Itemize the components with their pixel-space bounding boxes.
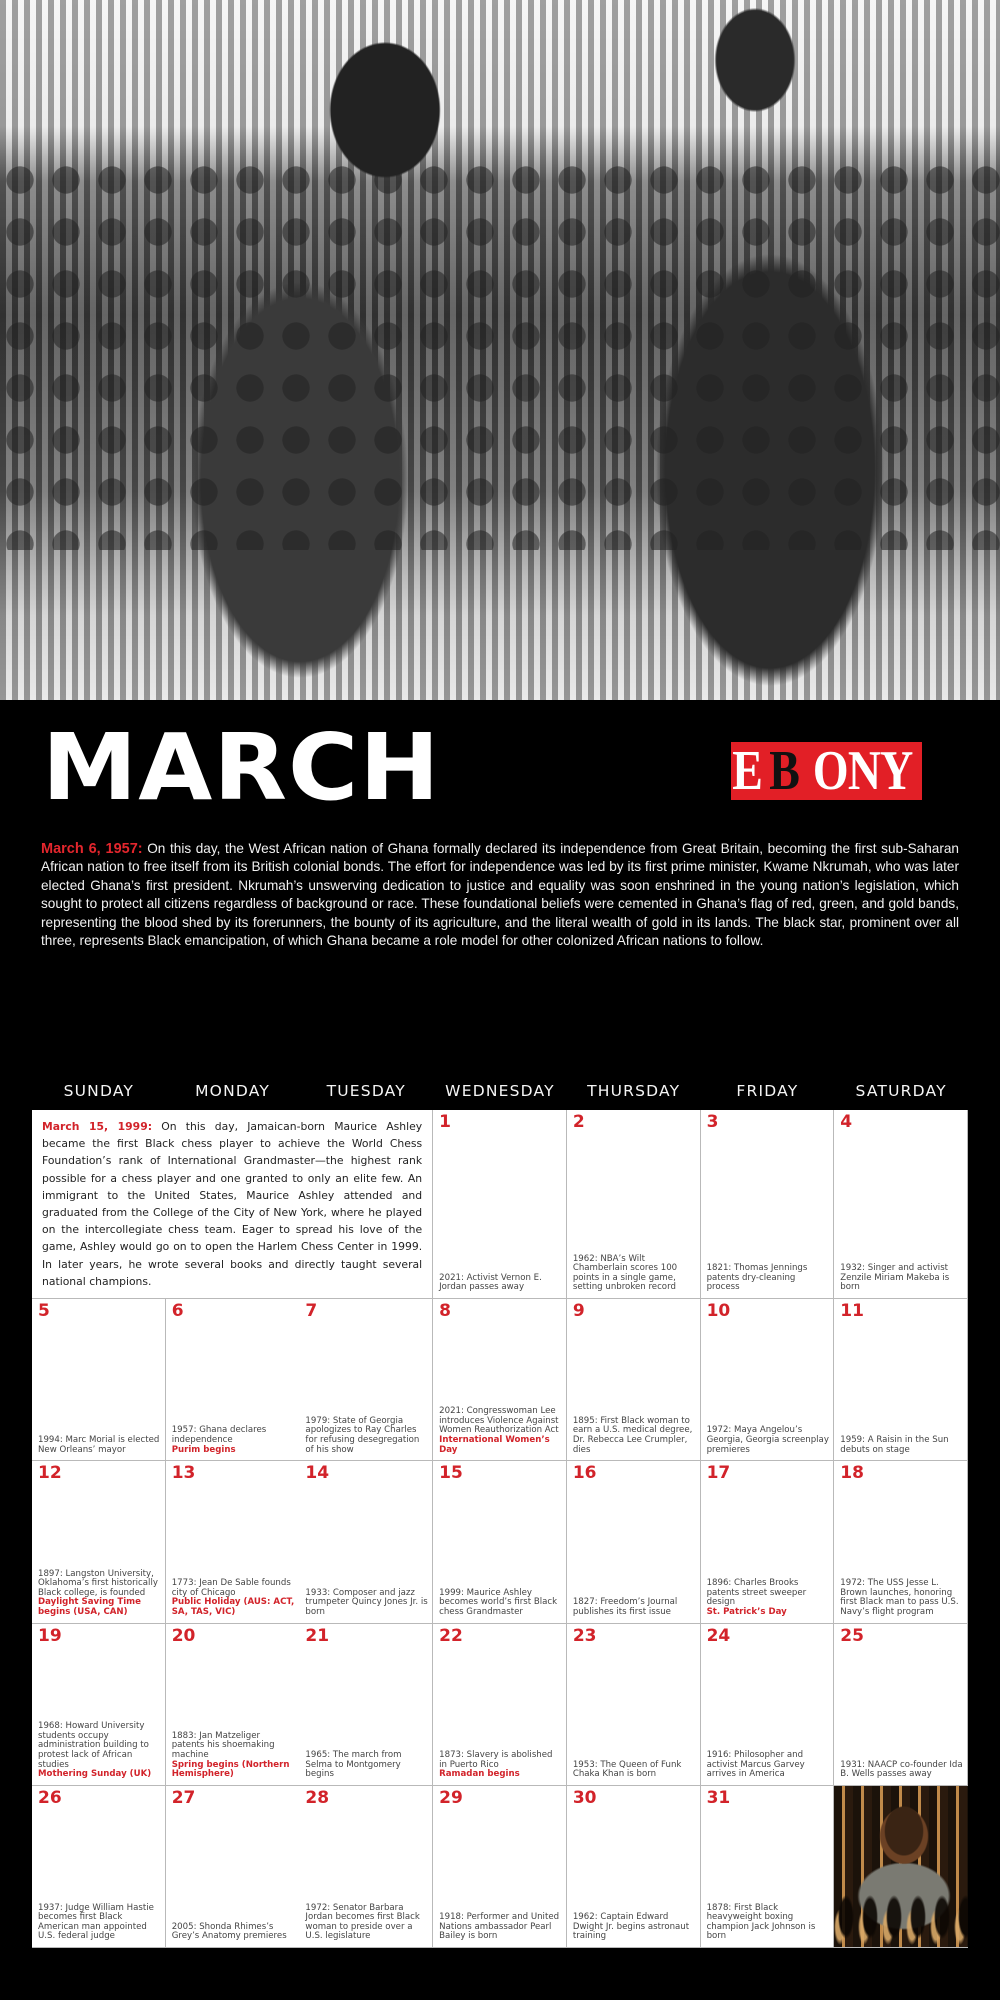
day-cell-12[interactable]	[32, 1461, 166, 1623]
day-number: 14	[305, 1463, 330, 1484]
intro-date: March 15, 1999:	[42, 1120, 153, 1133]
weekday-thursday: THURSDAY	[587, 1082, 681, 1100]
holiday-label: Ramadan begins	[439, 1769, 520, 1780]
day-events	[573, 1761, 696, 1780]
day-events	[707, 1426, 830, 1455]
day-events	[172, 1923, 296, 1942]
day-number: 26	[38, 1787, 62, 1808]
feature-date: March 6, 1957:	[41, 841, 143, 857]
day-events	[38, 1904, 161, 1942]
day-cell-20[interactable]	[166, 1624, 300, 1786]
event-text: 1883: Jan Matzeliger patents his shoemaking machine	[171, 1730, 275, 1760]
day-number: 17	[706, 1463, 731, 1484]
event-text: 1972: The USS Jesse L. Brown launches, honoring first Black man to pass U.S. Navy’s flight program	[840, 1578, 959, 1617]
day-events	[840, 1579, 963, 1617]
day-events	[439, 1407, 562, 1455]
day-events	[840, 1264, 963, 1293]
event-text: 1957: Ghana declares independence	[171, 1425, 267, 1446]
event-text: 1979: State of Georgia apologizes to Ray Charles for refusing desegregation of his show	[305, 1415, 420, 1455]
event-text: 1937: Judge William Hastie becomes first Black American man appointed U.S. federal judge	[38, 1902, 154, 1942]
event-text: 1962: Captain Edward Dwight Jr. begins astronaut training	[572, 1912, 690, 1942]
logo-letters-ony: ONY	[813, 740, 913, 802]
day-cell-17[interactable]	[701, 1461, 835, 1623]
day-cell-1[interactable]	[433, 1110, 567, 1299]
event-text: 1999: Maurice Ashley becomes world’s first Black chess Grandmaster	[439, 1587, 558, 1617]
weekday-sunday: SUNDAY	[63, 1082, 135, 1100]
feature-paragraph	[41, 840, 959, 950]
day-events	[573, 1255, 696, 1293]
day-number: 23	[572, 1625, 597, 1646]
day-events	[707, 1579, 830, 1617]
day-cell-3[interactable]	[701, 1110, 835, 1299]
day-number: 19	[38, 1625, 62, 1646]
event-text: 1918: Performer and United Nations ambassador Pearl Bailey is born	[439, 1912, 560, 1942]
day-cell-21[interactable]	[299, 1624, 433, 1786]
day-cell-13[interactable]	[166, 1461, 300, 1623]
day-events	[707, 1904, 830, 1942]
event-text: 1962: NBA’s Wilt Chamberlain scores 100 points in a single game, setting unbroken record	[572, 1253, 678, 1293]
day-events	[172, 1732, 296, 1780]
ebony-logo	[731, 742, 922, 800]
logo-letter-e: E	[732, 740, 763, 802]
day-number: 24	[706, 1625, 731, 1646]
day-cell-5[interactable]	[32, 1299, 166, 1461]
holiday-label: International Women’s Day	[439, 1435, 550, 1455]
day-cell-2[interactable]	[567, 1110, 701, 1299]
day-cell-25[interactable]	[834, 1624, 968, 1786]
event-text: 1953: The Queen of Funk Chaka Khan is born	[572, 1759, 682, 1780]
weekday-monday: MONDAY	[195, 1082, 271, 1100]
day-cell-24[interactable]	[701, 1624, 835, 1786]
day-events	[573, 1913, 696, 1942]
event-text: 1897: Langston University, Oklahoma’s first historically Black college, is founded	[38, 1568, 158, 1598]
event-text: 1994: Marc Morial is elected New Orleans’ mayor	[38, 1435, 160, 1455]
event-text: 1932: Singer and activist Zenzile Miriam Makeba is born	[840, 1263, 950, 1293]
day-cell-6[interactable]	[166, 1299, 300, 1461]
day-number: 16	[572, 1463, 597, 1484]
day-number: 28	[305, 1787, 330, 1808]
day-number: 25	[840, 1625, 864, 1646]
hero-photo	[0, 0, 1000, 700]
event-text: 1895: First Black woman to earn a U.S. medical degree, Dr. Rebecca Lee Crumpler, dies	[572, 1415, 693, 1455]
day-cell-16[interactable]	[567, 1461, 701, 1623]
day-events	[707, 1751, 830, 1780]
chess-player-photo	[834, 1786, 968, 1948]
event-text: 2005: Shonda Rhimes’s Grey’s Anatomy premieres	[171, 1921, 287, 1942]
day-cell-23[interactable]	[567, 1624, 701, 1786]
day-number: 27	[171, 1787, 196, 1808]
day-number: 5	[38, 1301, 50, 1322]
weekday-tuesday: TUESDAY	[326, 1082, 406, 1100]
day-number: 7	[305, 1301, 318, 1322]
day-number: 13	[171, 1463, 196, 1484]
day-cell-8[interactable]	[433, 1299, 567, 1461]
day-number: 30	[572, 1787, 597, 1808]
event-text: 1959: A Raisin in the Sun debuts on stage	[840, 1435, 949, 1455]
intro-feature-box	[32, 1110, 433, 1299]
day-cell-11[interactable]	[834, 1299, 968, 1461]
logo-letter-b: B	[769, 740, 799, 802]
day-number: 1	[439, 1112, 451, 1132]
intro-text: On this day, Jamaican-born Maurice Ashley became the first Black chess player to achieve the World Chess Foundation’s rank of International Grandmaster—the highest rank possible for a chess player and one granted to only an elite few. An immigrant to the United States, Maurice Ashley attended and graduated from the College of the City of New York, where he played on the intercollegiate chess team. Eager to spread his love of the game, Ashley would go on to open the Harlem Chess Center in 1999. In later years, he wrote several books and directly taught several national champions.	[42, 1120, 423, 1288]
day-cell-31[interactable]	[701, 1786, 835, 1948]
hero-photo-crowd	[0, 150, 1000, 550]
day-cell-19[interactable]	[32, 1624, 166, 1786]
chess-pieces-graphic	[834, 1877, 968, 1947]
day-number: 21	[305, 1625, 330, 1646]
day-cell-14[interactable]	[299, 1461, 433, 1623]
day-events	[439, 1913, 562, 1942]
day-number: 4	[840, 1112, 853, 1132]
event-text: 2021: Activist Vernon E. Jordan passes away	[439, 1272, 542, 1293]
day-cell-7[interactable]	[299, 1299, 433, 1461]
day-number: 10	[706, 1301, 731, 1322]
month-title: MARCH	[42, 714, 441, 821]
day-cell-10[interactable]	[701, 1299, 835, 1461]
day-number: 8	[439, 1301, 451, 1322]
day-number: 9	[572, 1301, 585, 1322]
day-cell-28[interactable]	[299, 1786, 433, 1948]
day-cell-22[interactable]	[433, 1624, 567, 1786]
day-cell-26[interactable]	[32, 1786, 166, 1948]
day-number: 6	[171, 1301, 184, 1322]
day-events	[172, 1579, 296, 1617]
day-events	[305, 1751, 428, 1780]
event-text: 1827: Freedom’s Journal publishes its first issue	[572, 1597, 678, 1617]
day-events	[573, 1598, 696, 1617]
day-number: 15	[439, 1463, 463, 1484]
event-text: 1931: NAACP co-founder Ida B. Wells passes away	[840, 1759, 963, 1780]
day-events	[573, 1417, 696, 1455]
day-events	[305, 1904, 428, 1942]
holiday-label: Public Holiday (AUS: ACT, SA, TAS, VIC)	[171, 1597, 295, 1617]
day-number: 11	[840, 1301, 864, 1322]
day-cell-27[interactable]	[166, 1786, 300, 1948]
event-text: 1821: Thomas Jennings patents dry-cleaning process	[706, 1263, 808, 1293]
day-cell-30[interactable]	[567, 1786, 701, 1948]
day-events	[305, 1417, 428, 1455]
event-text: 1773: Jean De Sable founds city of Chicago	[171, 1578, 291, 1598]
event-text: 1933: Composer and jazz trumpeter Quincy Jones Jr. is born	[305, 1587, 428, 1617]
holiday-label: Spring begins (Northern Hemisphere)	[171, 1759, 290, 1780]
weekday-header	[32, 1082, 968, 1104]
day-events	[305, 1589, 428, 1618]
day-events	[439, 1589, 562, 1618]
day-events	[38, 1570, 161, 1618]
day-cell-9[interactable]	[567, 1299, 701, 1461]
day-cell-29[interactable]	[433, 1786, 567, 1948]
event-text: 1968: Howard University students occupy administration building to protest lack of African studies	[38, 1721, 149, 1770]
weekday-friday: FRIDAY	[736, 1082, 799, 1100]
day-events	[439, 1751, 562, 1780]
event-text: 1972: Maya Angelou’s Georgia, Georgia screenplay premieres	[706, 1425, 829, 1455]
event-text: 1873: Slavery is abolished in Puerto Rico	[439, 1749, 553, 1770]
day-cell-15[interactable]	[433, 1461, 567, 1623]
day-events	[439, 1274, 562, 1293]
feature-text: On this day, the West African nation of Ghana formally declared its independence from Great Britain, becoming the first sub-Saharan African nation to free itself from its British colonial bonds. The effort for independence was led by its first prime minister, Kwame Nkrumah, who was later elected Ghana’s first president. Nkrumah’s unswerving dedication to justice and equality was soon enshrined in the young nation’s legislation, which sought to protect all citizens regardless of background or race. These foundational beliefs were cemented in Ghana’s flag of red, green, and gold bands, representing the blood shed by its forerunners, the bounty of its agriculture, and the literal wealth of gold in its lands. The black star, prominent over all three, represents Black emancipation, of which Ghana became a role model for other colonized African nations to follow.	[41, 841, 959, 949]
day-cell-18[interactable]	[834, 1461, 968, 1623]
event-text: 1965: The march from Selma to Montgomery begins	[305, 1749, 402, 1780]
day-number: 20	[171, 1625, 196, 1646]
holiday-label: Daylight Saving Time begins (USA, CAN)	[38, 1597, 141, 1617]
day-number: 22	[439, 1625, 463, 1646]
day-number: 18	[840, 1463, 864, 1484]
day-events	[707, 1264, 830, 1293]
day-cell-4[interactable]	[834, 1110, 968, 1299]
day-number: 3	[706, 1112, 719, 1132]
event-text: 1972: Senator Barbara Jordan becomes first Black woman to preside over a U.S. legislature	[305, 1902, 420, 1942]
calendar-grid	[32, 1110, 968, 1948]
day-events	[172, 1426, 296, 1455]
day-number: 12	[38, 1463, 62, 1484]
holiday-label: St. Patrick’s Day	[706, 1606, 787, 1617]
day-events	[840, 1761, 963, 1780]
event-text: 1896: Charles Brooks patents street sweeper design	[706, 1578, 807, 1608]
day-number: 29	[439, 1787, 463, 1808]
holiday-label: Mothering Sunday (UK)	[38, 1769, 152, 1780]
day-events	[840, 1436, 963, 1455]
day-events	[38, 1722, 161, 1780]
weekday-saturday: SATURDAY	[855, 1082, 947, 1100]
day-number: 31	[706, 1787, 731, 1808]
holiday-label: Purim begins	[171, 1444, 236, 1455]
weekday-wednesday: WEDNESDAY	[445, 1082, 555, 1100]
event-text: 1916: Philosopher and activist Marcus Garvey arrives in America	[706, 1749, 805, 1780]
event-text: 2021: Congresswoman Lee introduces Violence Against Women Reauthorization Act	[439, 1406, 559, 1436]
day-number: 2	[572, 1112, 585, 1132]
day-events	[38, 1436, 161, 1455]
event-text: 1878: First Black heavyweight boxing champion Jack Johnson is born	[706, 1902, 816, 1942]
